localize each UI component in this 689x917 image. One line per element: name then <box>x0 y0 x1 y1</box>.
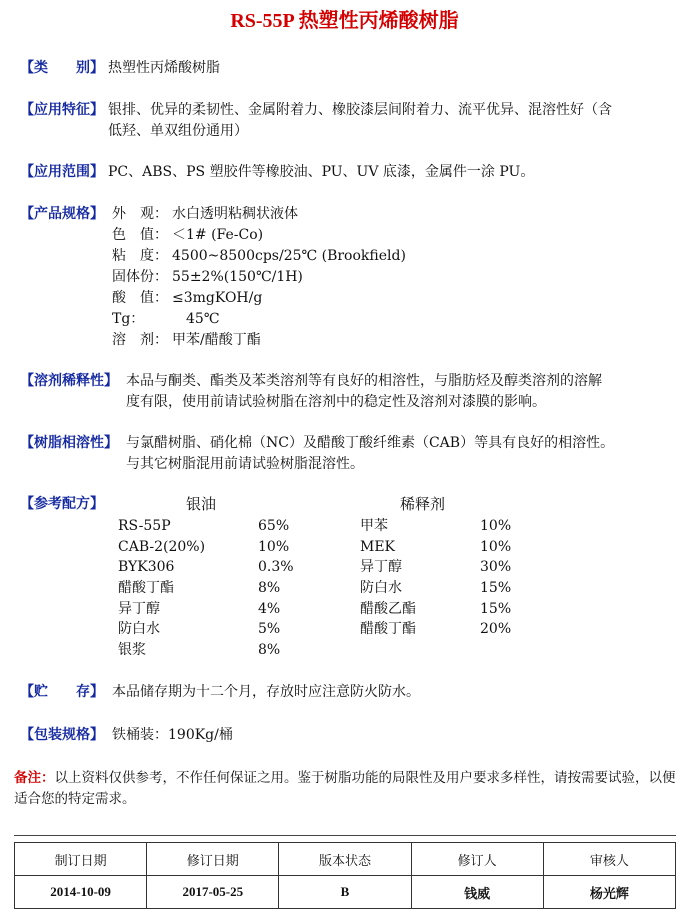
storage-label: 【贮 存】 <box>20 684 104 700</box>
revision-table <box>14 842 676 909</box>
storage-section <box>20 682 675 703</box>
list-item: 甲苯 10% <box>360 518 512 534</box>
scope-label: 【应用范围】 <box>20 164 104 180</box>
list-item: 防白水 5% <box>118 621 281 638</box>
compat-section <box>20 433 675 475</box>
list-item: MEK 10% <box>360 538 512 555</box>
divider <box>14 835 676 836</box>
storage-value: 本品储存期为十二个月，存放时应注意防火防水。 <box>112 684 420 700</box>
remark-text: 以上资料仅供参考，不作任何保证之用。鉴于树脂功能的局限性及用户要求多样性，请按需要试验，以便适合您的特定需求。 <box>14 770 676 807</box>
list-item: CAB-2(20%) 10% <box>118 538 290 555</box>
thinner-list <box>360 516 560 640</box>
list-item: BYK306 0.3% <box>118 559 294 576</box>
features-line-2: 低羟、单双组份通用） <box>108 123 248 139</box>
packaging-section <box>20 725 675 746</box>
dilution-line-1: 本品与酮类、酯类及苯类溶剂等有良好的相溶性，与脂肪烃及醇类溶剂的溶解 <box>126 373 602 389</box>
dilution-section <box>20 371 675 413</box>
page-title: RS-55P 热塑性丙烯酸树脂 <box>230 10 459 32</box>
list-item: 防白水 15% <box>360 580 512 597</box>
table-header-cell: 审核人 <box>543 843 675 876</box>
features-line-1: 银排、优异的柔韧性、金属附着力、橡胶漆层间附着力、流平优异、混溶性好（含 <box>108 102 612 118</box>
spec-row: 色 值： ＜1# (Fe-Co) <box>112 227 264 243</box>
table-header-cell: 修订人 <box>411 843 543 876</box>
category-section <box>20 58 675 79</box>
spec-row: 外 观： 水白透明粘稠状液体 <box>112 206 298 222</box>
silver-oil-heading: 银油 <box>186 495 217 513</box>
table-cell: 钱威 <box>411 876 543 909</box>
list-item: RS-55P 65% <box>118 518 290 534</box>
list-item: 银浆 8% <box>118 642 281 659</box>
list-item: 醋酸丁酯 8% <box>118 580 281 597</box>
category-value: 热塑性丙烯酸树脂 <box>108 60 220 76</box>
table-header-row <box>15 843 676 876</box>
spec-row: 溶 剂： 甲苯/醋酸丁酯 <box>112 332 261 348</box>
compat-line-1: 与氯醋树脂、硝化棉（NC）及醋酸丁酸纤维素（CAB）等具有良好的相溶性。 <box>126 435 615 451</box>
spec-section <box>20 204 675 351</box>
spec-row: Tg： 45℃ <box>112 311 220 327</box>
table-cell: 2014-10-09 <box>15 876 147 909</box>
packaging-label: 【包装规格】 <box>20 727 104 743</box>
table-header-cell: 制订日期 <box>15 843 147 876</box>
table-cell: B <box>279 876 411 909</box>
compat-line-2: 与其它树脂混用前请试验树脂混溶性。 <box>126 456 364 472</box>
table-header-cell: 修订日期 <box>147 843 279 876</box>
compat-label: 【树脂相溶性】 <box>20 435 118 451</box>
spec-label: 【产品规格】 <box>20 206 104 222</box>
dilution-label: 【溶剂稀释性】 <box>20 373 118 389</box>
thinner-heading: 稀释剂 <box>400 495 446 513</box>
list-item: 异丁醇 4% <box>118 600 281 617</box>
spec-row: 酸 值： ≤3mgKOH/g <box>112 290 263 306</box>
category-label: 【类 别】 <box>20 60 104 76</box>
list-item: 异丁醇 30% <box>360 559 512 576</box>
spec-row: 粘 度： 4500~8500cps/25℃ (Brookfield) <box>112 248 406 264</box>
table-row <box>15 876 676 909</box>
remark <box>14 768 676 810</box>
table-cell: 杨光辉 <box>543 876 675 909</box>
remark-label: 备注： <box>14 770 55 786</box>
scope-value: PC、ABS、PS 塑胶件等橡胶油、PU、UV 底漆，金属件一涂 PU。 <box>108 164 535 180</box>
dilution-line-2: 度有限，使用前请试验树脂在溶剂中的稳定性及溶剂对漆膜的影响。 <box>126 394 546 410</box>
packaging-value: 铁桶装：190Kg/桶 <box>112 727 233 743</box>
list-item: 醋酸乙酯 15% <box>360 600 512 617</box>
features-label: 【应用特征】 <box>20 102 104 118</box>
table-cell: 2017-05-25 <box>147 876 279 909</box>
features-section <box>20 100 675 142</box>
silver-oil-list <box>118 516 318 661</box>
formula-label: 【参考配方】 <box>20 496 104 512</box>
table-header-cell: 版本状态 <box>279 843 411 876</box>
formula-section <box>20 494 675 664</box>
scope-section <box>20 162 675 183</box>
list-item: 醋酸丁酯 20% <box>360 621 512 638</box>
spec-row: 固体份： 55±2%(150℃/1H) <box>112 269 303 285</box>
